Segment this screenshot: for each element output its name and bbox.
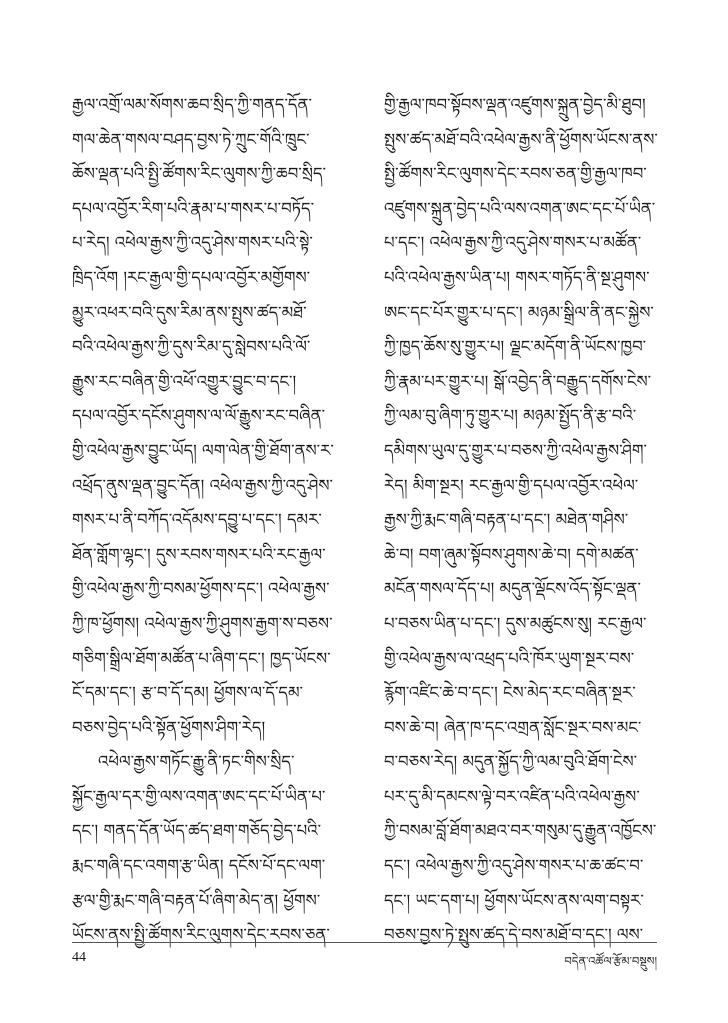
text-line: གསར་པ་ནི་བཀོད་འདོམས་དབྱུ་པ་དང་། དམར་ bbox=[72, 510, 322, 530]
text-line: དམིགས་ཡུལ་དུ་གྱུར་པ་བཅས་ཀྱི་འཕེལ་རྒྱས་ཤིག་ bbox=[384, 440, 647, 460]
text-line: བཅས་བྱས་ཏེ་སྤུས་ཚད་དེ་བས་མཐོ་བ་དང་། ལས་ bbox=[384, 925, 644, 945]
text-line: རྒྱས་ཀྱི་རྨང་གཞི་བརྟན་པ་དང་། མཐེན་གཤིས་ bbox=[384, 510, 629, 530]
text-line: ཁྲིད་འོག །རང་རྒྱལ་གྱི་དཔལ་འབྱོར་མགྱོགས་ bbox=[72, 267, 311, 287]
text-line: མྱུར་འཕར་བའི་དུས་རིམ་ནས་སྤུས་ཚད་མཐོ་ bbox=[72, 302, 307, 322]
text-line: དང་། འཕེལ་རྒྱས་ཀྱི་འདུ་ཤེས་གསར་པ་ཆ་ཚང་བ་ bbox=[384, 856, 644, 876]
text-line: དཔལ་འབྱོར་རིག་པའི་རྣམ་པ་གསར་པ་བཏོད་ bbox=[72, 198, 315, 218]
text-line: པ་རེད། འཕེལ་རྒྱས་ཀྱི་འདུ་ཤེས་གསར་པའི་སྟེ་ bbox=[72, 233, 313, 253]
text-line: ཆོས་ལྡན་པའི་སྤྱི་ཚོགས་རིང་ལུགས་ཀྱི་ཆབ་སྲིད་ bbox=[72, 164, 326, 184]
text-line: ཐོན་གློག་ལྷང་། དུས་རབས་གསར་པའི་རང་རྒྱལ་ bbox=[72, 544, 326, 564]
text-line: ཀྱི་བསམ་བློ་ཐོག་མཐའ་བར་གསུམ་དུ་རྒྱུན་འཁྱོངས་ bbox=[384, 821, 657, 841]
text-line: གྱི་འཕེལ་རྒྱས་ལ་འཕྲད་པའི་ཁོར་ཡུག་སྔར་བས་ bbox=[384, 648, 635, 668]
text-line: ཀྱི་ཁྱད་ཆོས་སུ་གྱུར་པ། ལྗང་མདོག་ནི་ཡོངས་ཁྱབ་ bbox=[384, 337, 647, 357]
running-footer-title: བདེན་འཚོལ་རྩོམ་བསྡུས། bbox=[564, 954, 657, 968]
text-line: རྒྱུས་རང་བཞིན་གྱི་འཕོ་འགྱུར་བྱུང་བ་དང་། bbox=[72, 371, 297, 391]
text-line: འཛུགས་སྐྲུན་བྱེད་པའི་ལས་འགན་ཨང་དང་པོ་ཡིན་ bbox=[384, 198, 656, 218]
text-line: ཆེ་བ། བག་ཞུམ་སྟོབས་ཤུགས་ཆེ་བ། དགེ་མཚན་ bbox=[384, 544, 639, 564]
footer-rule bbox=[72, 942, 657, 943]
text-line: བའི་འཕེལ་རྒྱས་ཀྱི་དུས་རིམ་དུ་སླེབས་པའི་ལོ་ bbox=[72, 337, 311, 357]
text-line: རྒྱལ་འགྲོ་ལམ་སོགས་ཆབ་སྲིད་ཀྱི་གནད་དོན་ bbox=[72, 95, 312, 114]
text-line: རྩལ་གྱི་རྨང་གཞི་བརྟན་པོ་ཞིག་མེད་ན། ཕྱོགས་ bbox=[72, 890, 321, 910]
text-line: ངོ་དམ་དང་། རྩ་བ་དོ་དམ། ཕྱོགས་ལ་དོ་དམ་ bbox=[72, 683, 304, 703]
text-line: བཅས་བྱེད་པའི་སྟོན་ཕྱོགས་ཤིག་རེད། bbox=[72, 717, 266, 737]
text-line: སྐྱོང་རྒྱལ་དར་གྱི་ལས་འགན་ཨང་དང་པོ་ཡིན་པ་ bbox=[72, 786, 326, 806]
text-line: རྨང་གཞི་དང་འགག་རྩ་ཡིན། དངོས་པོ་དང་ལག་ bbox=[72, 856, 326, 876]
text-line: འཕེལ་རྒྱས་གཏོང་རྒྱུ་ནི་ཏང་གིས་སྲིད་ bbox=[98, 752, 295, 772]
left-text-column bbox=[72, 88, 362, 953]
text-line: ཀྱི་རྣམ་པར་གྱུར་པ། སྒོ་འབྱེད་ནི་བརྒྱུད་དགོས་ངེས་ bbox=[384, 371, 652, 391]
text-line: མངོན་གསལ་དོད་པ། མདུན་ལྡོངས་འོད་སྟོང་ལྡན་ bbox=[384, 579, 641, 599]
text-line: གཅིག་སྒྲིལ་ཐོག་མཚོན་པ་ཞིག་དང་། ཁྱད་ཡོངས་ bbox=[72, 648, 331, 668]
page-number: 44 bbox=[72, 950, 86, 965]
text-line: པར་དུ་མི་དམངས་ལྟེ་བར་འཛིན་པའི་འཕེལ་རྒྱས་ bbox=[384, 786, 640, 806]
text-line: གྱི་འཕེལ་རྒྱས་བྱུང་ཡོད། ལག་ལེན་གྱི་ཐོག་ནས་ར་ bbox=[72, 440, 334, 460]
text-line: གལ་ཆེན་གསལ་བཤད་བྱས་ཏེ་ཀྲུང་གོའི་ཁྲུང་ bbox=[72, 129, 310, 149]
text-line: གྱི་རྒྱལ་ཁབ་སྟོབས་ལྡན་འཛུགས་སྐྲུན་བྱེད་མི་ཐུབ། bbox=[384, 95, 646, 114]
text-line: དང་། གནད་དོན་ཡོད་ཚད་ཐག་གཅོད་བྱེད་པའི་ bbox=[72, 821, 322, 841]
text-line: ཨང་དང་པོར་གྱུར་པ་དང་། མཉམ་སྒྲིལ་ནི་ནང་སྐྱེས་ bbox=[384, 302, 654, 322]
text-line: པའི་འཕེལ་རྒྱས་ཡིན་པ། གསར་གཏོད་ནི་སྔ་ཤུགས་ bbox=[384, 267, 650, 287]
text-line: རེད། མིག་སྔར། རང་རྒྱལ་གྱི་དཔལ་འབྱོར་འཕེལ་ bbox=[384, 475, 639, 495]
text-line: སྤུས་ཚད་མཐོ་བའི་འཕེལ་རྒྱས་ནི་ཕྱོགས་ཡོངས་ནས་ bbox=[384, 129, 658, 149]
text-line: པ་དང་། འཕེལ་རྒྱས་ཀྱི་འདུ་ཤེས་གསར་པ་མཚོན་ bbox=[384, 233, 642, 253]
text-line: གྱི་འཕེལ་རྒྱས་ཀྱི་བསམ་ཕྱོགས་དང་། འཕེལ་རྒྱས་ bbox=[72, 579, 330, 599]
text-line: ཡོངས་ནས་སྤྱི་ཚོགས་རིང་ལུགས་དེང་རབས་ཅན་ bbox=[72, 925, 330, 945]
text-line: སྤྱི་ཚོགས་རིང་ལུགས་དེང་རབས་ཅན་གྱི་རྒྱལ་ཁབ་ bbox=[384, 164, 647, 184]
text-line: དང་། ཡང་དག་པ། ཕྱོགས་ཡོངས་ནས་ལག་བསྟར་ bbox=[384, 890, 644, 910]
text-line: བས་ཆེ་བ། ཞེན་ཁ་དང་འགྲན་སློང་སྔར་བས་མང་ bbox=[384, 717, 642, 737]
text-line: འཕྲོད་ནུས་ལྡན་བྱུང་དོན། འཕེལ་རྒྱས་ཀྱི་འདུ་ཤེས་ bbox=[72, 475, 333, 495]
text-line: རྙོག་འཛིང་ཆེ་བ་དང་། ངེས་མེད་རང་བཞིན་སྔར་ bbox=[384, 683, 636, 703]
text-line: ཀྱི་ལམ་བུ་ཞིག་ཏུ་གྱུར་པ། མཉམ་སྤྱོད་ནི་རྩ་བའི་ bbox=[384, 406, 637, 426]
text-line: བ་བཅས་རེད། མདུན་སྐྱོད་ཀྱི་ལམ་བུའི་ཐོག་ངེས་ bbox=[384, 752, 638, 772]
text-line: པ་བཅས་ཡིན་པ་དང་། དུས་མཚུངས་སུ། རང་རྒྱལ་ bbox=[384, 613, 647, 633]
right-text-column bbox=[384, 88, 674, 953]
text-line: ཀྱི་ཁ་ཕྱོགས། འཕེལ་རྒྱས་ཀྱི་ཤུགས་རྒྱག་ས་བཅས་ bbox=[72, 613, 333, 633]
text-line: དཔལ་འབྱོར་དངོས་ཤུགས་ལ་ལོ་རྒྱུས་རང་བཞིན་ bbox=[72, 406, 326, 426]
